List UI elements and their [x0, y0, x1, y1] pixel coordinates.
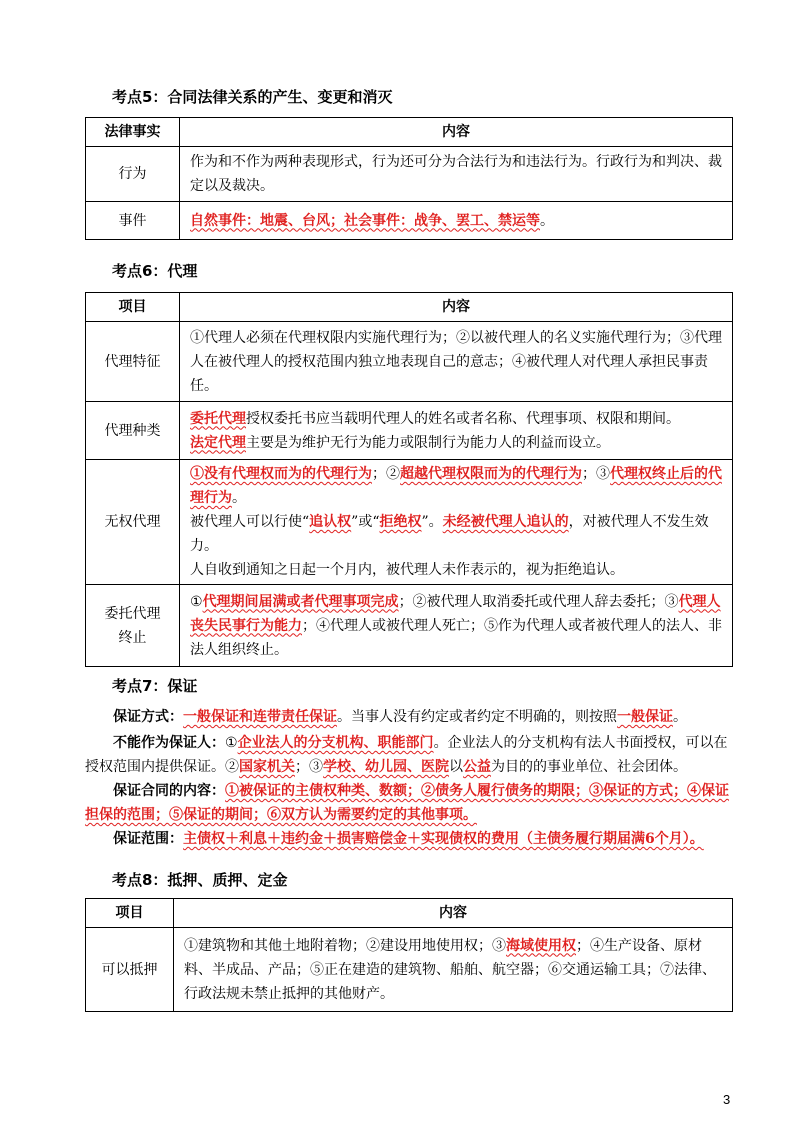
- row-key: 委托代理 终止: [86, 585, 180, 667]
- row-key: 代理种类: [86, 402, 180, 460]
- paragraph-contract-content: 保证合同的内容：①被保证的主债权种类、数额；②债务人履行债务的期限；③保证的方式；④保证担保的范围；⑤保证的期间；⑥双方认为需要约定的其他事项。: [85, 783, 729, 823]
- highlighted-text: 自然事件：地震、台风；社会事件：战争、罢工、禁运等: [190, 212, 540, 229]
- table-row: [86, 585, 733, 667]
- table-row: [86, 460, 733, 585]
- paragraph-not-guarantor: 不能作为保证人：①企业法人的分支机构、职能部门。企业法人的分支机构有法人书面授权，可以在授权范围内提供保证。②国家机关；③学校、幼儿园、医院以公益为目的的事业单位、社会团体。: [85, 735, 728, 775]
- header-content: 内容: [174, 899, 733, 928]
- table-row: [86, 202, 733, 240]
- table-row: [86, 147, 733, 202]
- row-key: 事件: [86, 202, 180, 240]
- table-header-row: [86, 899, 733, 928]
- section-6-title: 考点6：代理: [112, 262, 198, 280]
- table-row: [86, 322, 733, 402]
- header-item: 项目: [86, 293, 180, 322]
- row-value: ①建筑物和其他土地附着物；②建设用地使用权；③海域使用权；④生产设备、原材料、半成品、产品；⑤正在建造的建筑物、船舶、航空器；⑥交通运输工具；⑦法律、行政法规未禁止抵押的其他财产。: [174, 928, 733, 1012]
- header-content: 内容: [180, 118, 733, 147]
- table-header-row: [86, 118, 733, 147]
- row-key: 代理特征: [86, 322, 180, 402]
- section-5-table: [85, 117, 733, 240]
- row-value: 自然事件：地震、台风；社会事件：战争、罢工、禁运等。: [180, 202, 733, 240]
- header-content: 内容: [180, 293, 733, 322]
- section-6-table: [85, 292, 733, 667]
- page-number: 3: [723, 1092, 731, 1107]
- row-value: ①代理期间届满或者代理事项完成；②被代理人取消委托或代理人辞去委托；③代理人丧失民事行为能力；④代理人或被代理人死亡；⑤作为代理人或者被代理人的法人、非法人组织终止。: [180, 585, 733, 667]
- table-row: [86, 928, 733, 1012]
- paragraph-guarantee-scope: 保证范围：主债权＋利息＋违约金＋损害赔偿金＋实现债权的费用（主债务履行期届满6个月）。: [113, 831, 704, 847]
- row-key: 可以抵押: [86, 928, 174, 1012]
- section-7-title: 考点7：保证: [112, 677, 198, 695]
- section-8-title: 考点8：抵押、质押、定金: [112, 871, 288, 889]
- section-8-table: [85, 898, 733, 1012]
- row-key: 行为: [86, 147, 180, 202]
- table-row: [86, 402, 733, 460]
- row-value: 作为和不作为两种表现形式，行为还可分为合法行为和违法行为。行政行为和判决、裁定以及裁决。: [180, 147, 733, 202]
- header-legal-fact: 法律事实: [86, 118, 180, 147]
- row-key: 无权代理: [86, 460, 180, 585]
- paragraph-guarantee-method: 保证方式：一般保证和连带责任保证。当事人没有约定或者约定不明确的，则按照一般保证。: [113, 709, 687, 725]
- section-5-title: 考点5：合同法律关系的产生、变更和消灭: [112, 88, 393, 106]
- table-header-row: [86, 293, 733, 322]
- row-value: 委托代理授权委托书应当载明代理人的姓名或者名称、代理事项、权限和期间。 法定代理主要是为维护无行为能力或限制行为能力人的利益而设立。: [180, 402, 733, 460]
- header-item: 项目: [86, 899, 174, 928]
- row-value: ①没有代理权而为的代理行为；②超越代理权限而为的代理行为；③代理权终止后的代理行为。 被代理人可以行使“追认权”或“拒绝权”。未经被代理人追认的，对被代理人不发生效力。 人自收到通知之日起一个月内，被代理人未作表示的，视为拒绝追认。: [180, 460, 733, 585]
- row-value: ①代理人必须在代理权限内实施代理行为；②以被代理人的名义实施代理行为；③代理人在被代理人的授权范围内独立地表现自己的意志；④被代理人对代理人承担民事责任。: [180, 322, 733, 402]
